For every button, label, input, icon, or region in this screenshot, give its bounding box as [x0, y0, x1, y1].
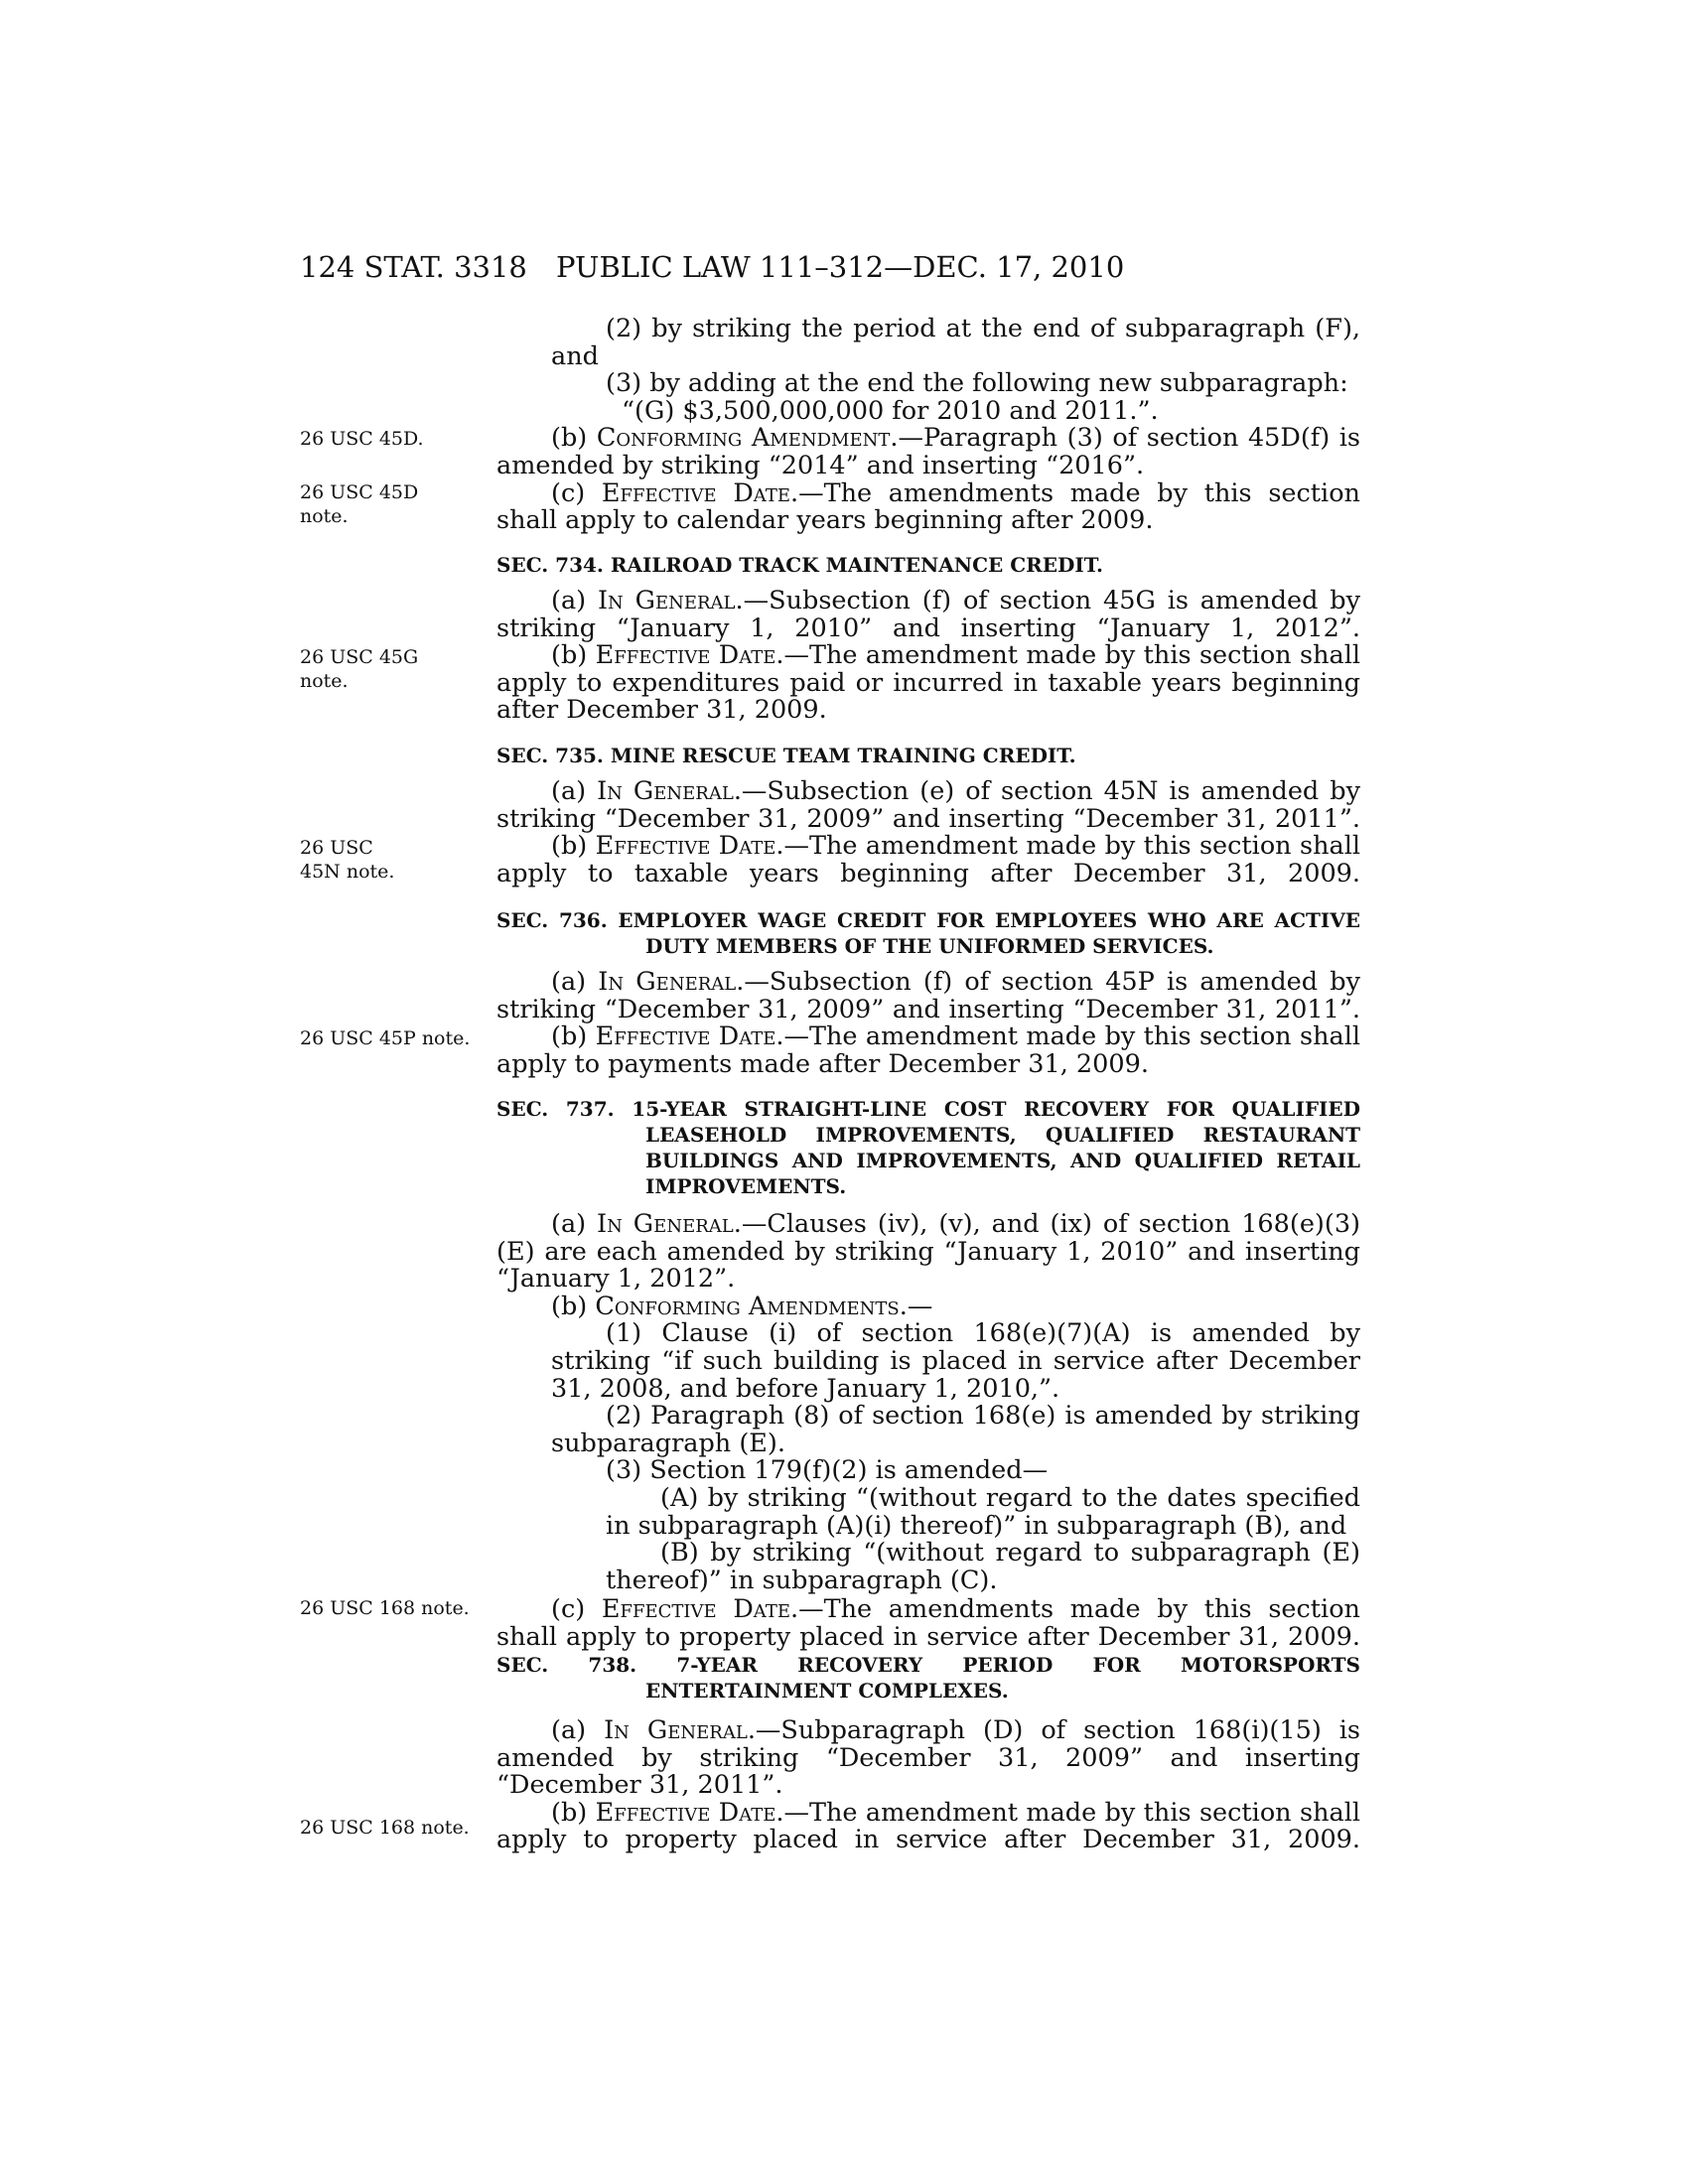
- margin-note: 26 USC 45D note.: [300, 481, 419, 527]
- subsection-heading: Effective Date: [601, 1594, 790, 1625]
- page-running-title: PUBLIC LAW 111–312—DEC. 17, 2010: [556, 250, 1125, 284]
- subsection-a: (a) In General.—Subsection (f) of section 45P is amended by striking “December 31, 2009” and inserting “December 31, 2011”.: [496, 967, 1360, 1024]
- subsection-b: (b) Effective Date.—The amendment made by this section shall apply to taxable years beginning after December 31, 2009.: [496, 831, 1360, 888]
- margin-note: 26 USC 168 note.: [300, 1597, 470, 1619]
- margin-note: 26 USC 45D.: [300, 428, 424, 450]
- section-736: [496, 907, 1360, 959]
- subsection-heading: Effective Date: [601, 478, 790, 508]
- subsection-b: (b) Conforming Amendment.—Paragraph (3) of section 45D(f) is amended by striking “2014” and inserting “2016”.: [496, 423, 1361, 480]
- section-title: SEC. 734. RAILROAD TRACK MAINTENANCE CREDIT.: [496, 553, 1103, 577]
- subsection-b: (b) Conforming Amendments.—: [551, 1291, 933, 1321]
- subsection-heading: Conforming Amendments: [595, 1291, 900, 1321]
- subsection-b: (b) Effective Date.—The amendment made by this section shall apply to payments made after December 31, 2009.: [496, 1022, 1360, 1079]
- paragraph-3: (3) by adding at the end the following new subparagraph:: [606, 368, 1348, 399]
- section-title: SEC. 737. 15-YEAR STRAIGHT-LINE COST RECOVERY FOR QUALIFIED LEASEHOLD IMPROVEMENTS, QUALIFIED RESTAURANT BUILDINGS AND IMPROVEMENTS, AND QUALIFIED RETAIL IMPROVEMENTS.: [496, 1097, 1360, 1198]
- section-title: SEC. 735. MINE RESCUE TEAM TRAINING CREDIT.: [496, 744, 1076, 767]
- subsection-heading: In General: [597, 1209, 734, 1239]
- margin-note: 26 USC 45N note.: [300, 837, 395, 883]
- paragraph-2: (2) Paragraph (8) of section 168(e) is amended by striking subparagraph (E).: [551, 1401, 1360, 1458]
- section-737: [496, 1096, 1360, 1199]
- subsection-heading: In General: [598, 967, 737, 997]
- section-continuation: [496, 316, 1360, 535]
- subparagraph-b: (B) by striking “(without regard to subparagraph (E) thereof)” in subparagraph (C).: [606, 1538, 1360, 1595]
- page-stat-citation: 124 STAT. 3318: [300, 250, 527, 284]
- section-738-body: [496, 1717, 1360, 1854]
- subsection-heading: Conforming Amendment: [596, 423, 891, 454]
- subsection-a: (a) In General.—Subsection (f) of section 45G is amended by striking “January 1, 2010” and inserting “January 1, 2012”.: [496, 586, 1360, 643]
- margin-note: 26 USC 168 note.: [300, 1817, 470, 1839]
- subsection-a: (a) In General.—Clauses (iv), (v), and (ix) of section 168(e)(3)(E) are each amended by striking “January 1, 2010” and inserting “January 1, 2012”.: [496, 1209, 1360, 1295]
- paragraph-2: (2) by striking the period at the end of subparagraph (F), and: [551, 314, 1360, 371]
- margin-note: 26 USC 45P note.: [300, 1027, 471, 1049]
- section-737-body: [496, 1211, 1360, 1652]
- section-title: SEC. 738. 7-YEAR RECOVERY PERIOD FOR MOTORSPORTS ENTERTAINMENT COMPLEXES.: [496, 1653, 1360, 1703]
- section-735: [496, 743, 1360, 768]
- subsection-a: (a) In General.—Subparagraph (D) of section 168(i)(15) is amended by striking “December 31, 2009” and inserting “December 31, 2011”.: [496, 1715, 1360, 1801]
- subsection-heading: Effective Date: [595, 640, 776, 671]
- subsection-heading: Effective Date: [595, 1797, 776, 1828]
- section-738: [496, 1652, 1360, 1704]
- section-734: [496, 552, 1360, 578]
- subsection-c: (c) Effective Date.—The amendments made by this section shall apply to property placed in service after December 31, 2009.: [496, 1594, 1360, 1652]
- margin-note: 26 USC 45G note.: [300, 646, 419, 692]
- subparagraph-g-quote: “(G) $3,500,000,000 for 2010 and 2011.”.: [622, 395, 1159, 426]
- subsection-c: (c) Effective Date.—The amendments made by this section shall apply to calendar years beginning after 2009.: [496, 478, 1360, 536]
- subsection-heading: In General: [597, 586, 736, 615]
- subsection-heading: In General: [604, 1715, 748, 1745]
- subsection-b: (b) Effective Date.—The amendment made by this section shall apply to expenditures paid or incurred in taxable years beginning after December 31, 2009.: [496, 640, 1360, 726]
- subparagraph-a: (A) by striking “(without regard to the dates specified in subparagraph (A)(i) thereof)” in subparagraph (B), and: [606, 1482, 1360, 1541]
- subsection-heading: Effective Date: [595, 831, 776, 862]
- paragraph-1: (1) Clause (i) of section 168(e)(7)(A) is amended by striking “if such building is placed in service after December 31, 2008, and before January 1, 2010,”.: [551, 1318, 1360, 1404]
- subsection-heading: Effective Date: [595, 1022, 776, 1052]
- section-736-body: [496, 969, 1360, 1078]
- paragraph-3: (3) Section 179(f)(2) is amended—: [606, 1455, 1049, 1486]
- section-734-body: [496, 588, 1360, 725]
- section-735-body: [496, 778, 1360, 887]
- subsection-b: (b) Effective Date.—The amendment made by this section shall apply to property placed in service after December 31, 2009.: [496, 1797, 1360, 1855]
- subsection-a: (a) In General.—Subsection (e) of section 45N is amended by striking “December 31, 2009” and inserting “December 31, 2011”.: [496, 776, 1360, 834]
- subsection-heading: In General: [597, 776, 734, 806]
- section-title: SEC. 736. EMPLOYER WAGE CREDIT FOR EMPLOYEES WHO ARE ACTIVE DUTY MEMBERS OF THE UNIFORMED SERVICES.: [496, 908, 1360, 958]
